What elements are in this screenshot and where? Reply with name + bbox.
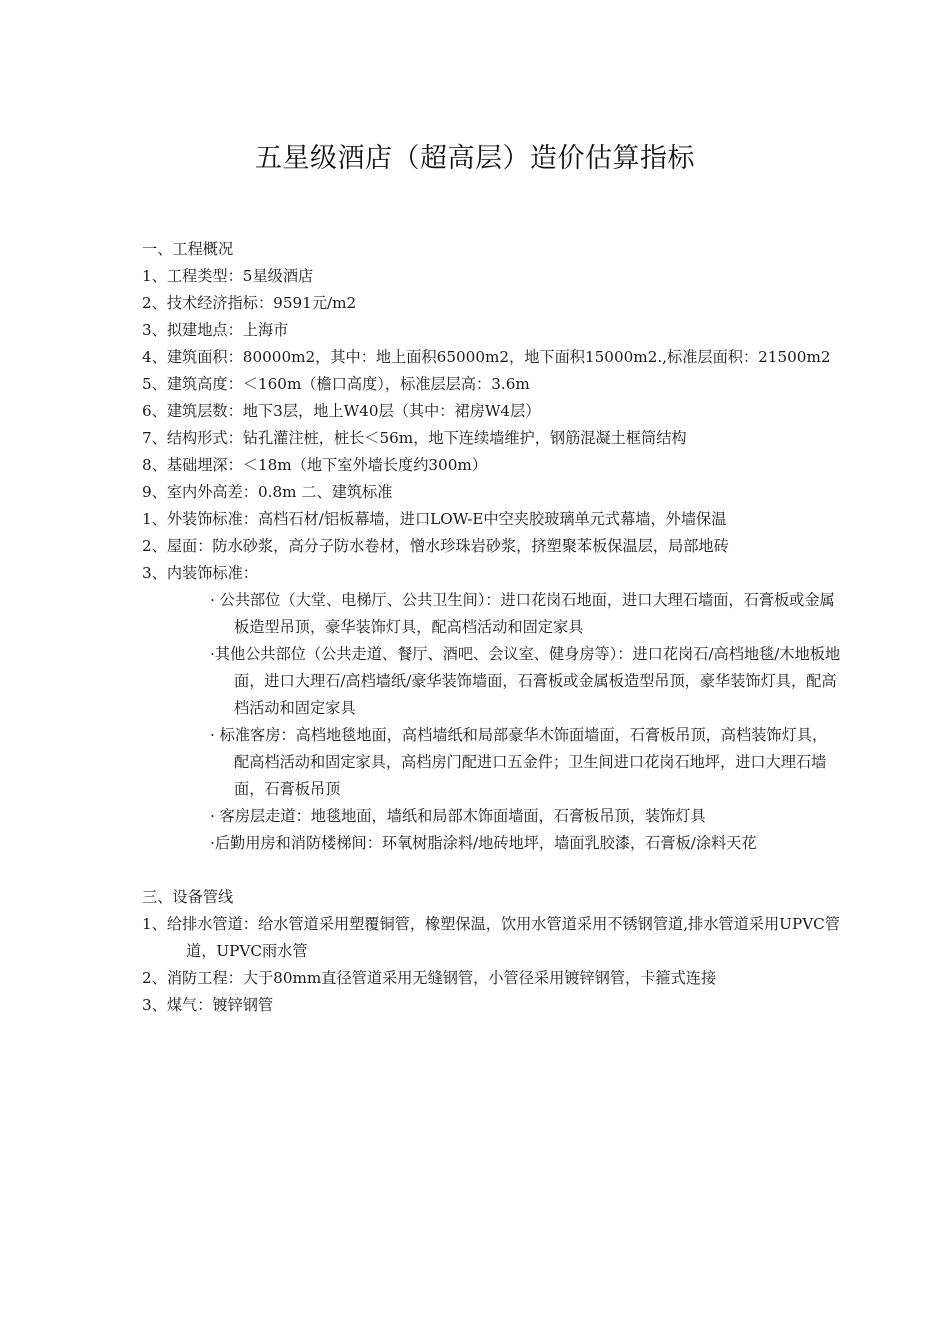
interior-bullet: · 公共部位（大堂、电梯厅、公共卫生间）：进口花岗石地面，进口大理石墙面，石膏板或金属板造型吊顶，豪华装饰灯具，配高档活动和固定家具: [210, 591, 835, 636]
overview-item: 1、工程类型：5星级酒店: [142, 267, 314, 285]
section-spacer: [142, 857, 842, 884]
overview-item: 6、建筑层数：地下3层，地上W40层（其中：裙房W4层）: [142, 402, 541, 420]
overview-item: 2、技术经济指标：9591元/m2: [142, 294, 357, 312]
equipment-item: 1、给排水管道：给水管道采用塑覆铜管，橡塑保温，饮用水管道采用不锈钢管道,排水管道采用UPVC管道，UPVC雨水管: [142, 915, 840, 960]
overview-item: 3、拟建地点：上海市: [142, 321, 289, 339]
section-heading-overview: 一、工程概况: [142, 240, 234, 258]
section-heading-equipment: 三、设备管线: [142, 888, 234, 906]
overview-item: 7、结构形式：钻孔灌注桩，桩长＜56m，地下连续墙维护，钢筋混凝土框筒结构: [142, 429, 687, 447]
building-standard-item: 2、屋面：防水砂浆，高分子防水卷材，憎水珍珠岩砂浆，挤塑聚苯板保温层，局部地砖: [142, 537, 729, 555]
document-title: 五星级酒店（超高层）造价估算指标: [255, 143, 695, 174]
equipment-item: 3、煤气：镀锌钢管: [142, 996, 274, 1014]
interior-bullet: · 客房层走道：地毯地面，墙纸和局部木饰面墙面，石膏板吊顶，装饰灯具: [210, 807, 706, 825]
building-standard-item: 3、内装饰标准：: [142, 564, 258, 582]
overview-item: 4、建筑面积：80000m2，其中：地上面积65000m2，地下面积15000m2.,标准层面积：21500m2: [142, 348, 831, 366]
overview-item: 8、基础埋深：＜18m（地下室外墙长度约300m）: [142, 456, 487, 474]
equipment-item: 2、消防工程：大于80mm直径管道采用无缝钢管，小管径采用镀锌钢管，卡箍式连接: [142, 969, 717, 987]
overview-item: 5、建筑高度：＜160m（檐口高度），标准层层高：3.6m: [142, 375, 530, 393]
overview-item: 9、室内外高差：0.8m 二、建筑标准: [142, 483, 393, 501]
interior-bullet: · 标准客房：高档地毯地面，高档墙纸和局部豪华木饰面墙面，石膏板吊顶，高档装饰灯具，配高档活动和固定家具，高档房门配进口五金件；卫生间进口花岗石地坪，进口大理石墙面，石膏板吊顶: [210, 726, 828, 798]
building-standard-item: 1、外装饰标准：高档石材/铝板幕墙，进口LOW-E中空夹胶玻璃单元式幕墙，外墙保温: [142, 510, 727, 528]
interior-bullet: ·后勤用房和消防楼梯间：环氧树脂涂料/地砖地坪，墙面乳胶漆，石膏板/涂料天花: [210, 834, 757, 852]
interior-bullet: ·其他公共部位（公共走道、餐厅、酒吧、会议室、健身房等）：进口花岗石/高档地毯/木地板地面，进口大理石/高档墙纸/豪华装饰墙面，石膏板或金属板造型吊顶，豪华装饰灯具，配高档活动和固定家具: [210, 645, 841, 717]
interior-bullet-list: [142, 587, 842, 857]
document-body: [142, 236, 842, 1019]
